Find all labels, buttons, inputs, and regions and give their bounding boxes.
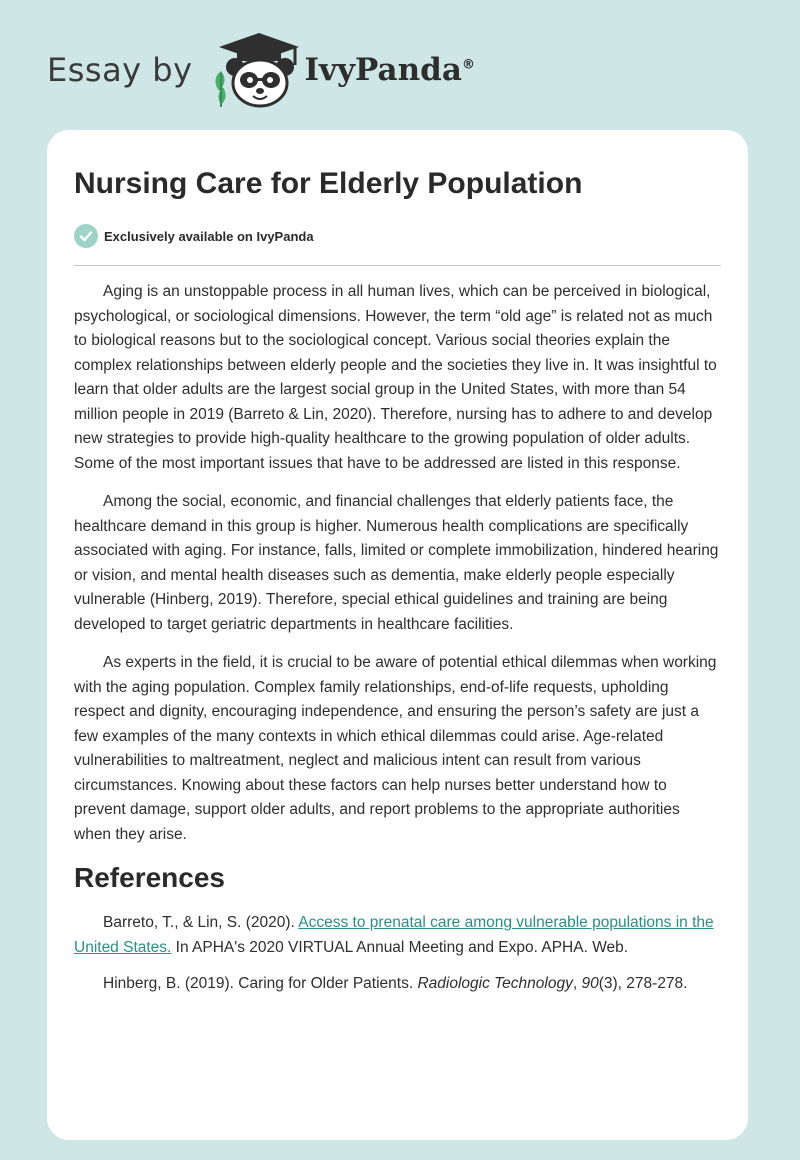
exclusive-badge xyxy=(74,221,721,251)
page-title: Nursing Care for Elderly Population xyxy=(74,167,583,200)
divider xyxy=(74,265,721,266)
brand-name[interactable]: IvyPanda® xyxy=(304,52,475,88)
site-header xyxy=(47,30,475,110)
paragraph-3: As experts in the field, it is crucial to be aware of potential ethical dilemmas when working with the aging population. Complex family relationships, end-of-life requests, upholding respect and dignity, encouraging independence, and ensuring the person’s safety are just a few examples of the many contexts in which ethical dilemmas could arise. Age-related vulnerabilities to maltreatment, neglect and malicious intent can result from various circumstances. Knowing about these factors can help nurses better understand how to prevent damage, support older adults, and report problems to the appropriate authorities when they arise. xyxy=(74,654,717,843)
registered-mark: ® xyxy=(461,57,475,73)
panda-logo-icon[interactable] xyxy=(207,31,303,109)
references-heading: References xyxy=(74,862,225,893)
badge-label: Exclusively available on IvyPanda xyxy=(104,228,314,244)
essay-card xyxy=(47,130,748,1140)
essay-by-label: Essay by xyxy=(47,51,193,89)
paragraph-2: Among the social, economic, and financial challenges that elderly patients face, the healthcare demand in this group is higher. Numerous health complications are specifically associated with aging. For instance, falls, limited or complete immobilization, hindered hearing or vision, and mental health diseases such as dementia, make elderly people especially vulnerable (Hinberg, 2019). Therefore, special ethical guidelines and training are being developed to target geriatric departments in healthcare facilities. xyxy=(74,493,719,633)
reference-link[interactable]: Access to prenatal care among vulnerable populations in the United States. xyxy=(74,914,714,956)
reference-1: Barreto, T., & Lin, S. (2020). Access to prenatal care among vulnerable populations in the United States. In APHA's 2020 VIRTUAL Annual Meeting and Expo. APHA. Web. xyxy=(74,914,714,956)
check-icon xyxy=(74,224,98,248)
reference-2: Hinberg, B. (2019). Caring for Older Patients. Radiologic Technology, 90(3), 278-278. xyxy=(103,975,688,992)
journal-title: Radiologic Technology xyxy=(417,975,573,992)
paragraph-1: Aging is an unstoppable process in all human lives, which can be perceived in biological, psychological, or sociological dimensions. However, the term “old age” is related not as much to biological reasons but to the sociological concept. Various social theories explain the complex relationships between elderly people and the societies they live in. It was insightful to learn that older adults are the largest social group in the United States, with more than 54 million people in 2019 (Barreto & Lin, 2020). Therefore, nursing has to adhere to and develop new strategies to provide high-quality healthcare to the growing population of older adults. Some of the most important issues that have to be addressed are listed in this response. xyxy=(74,283,717,472)
journal-volume: 90 xyxy=(581,975,599,992)
